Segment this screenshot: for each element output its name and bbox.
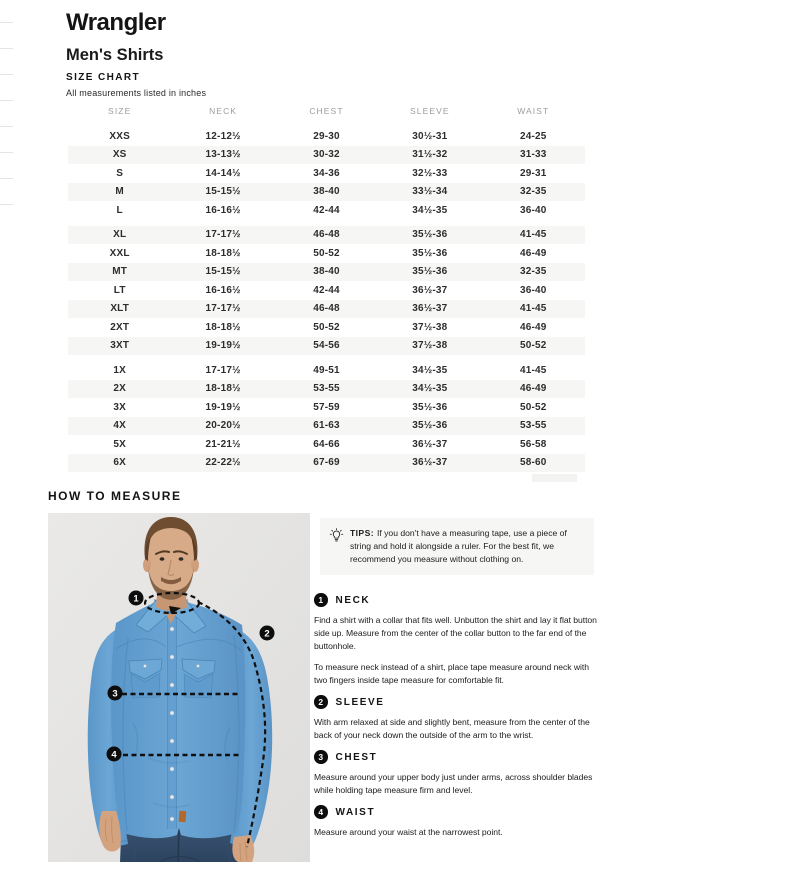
step-number-badge: 1 [314, 593, 328, 607]
edge-tick [0, 204, 13, 205]
cell-size: S [116, 167, 124, 179]
right-hand [232, 835, 254, 862]
size-chart-row [68, 263, 585, 282]
cell-sleeve: 32½-33 [412, 167, 448, 179]
size-chart-row [68, 361, 585, 380]
cell-sleeve: 33½-34 [412, 186, 448, 198]
cell-neck: 16-16½ [205, 284, 241, 296]
svg-text:4: 4 [111, 749, 117, 761]
size-chart-row [68, 380, 585, 399]
measure-steps [314, 593, 604, 847]
brand-logo: Wrangler [66, 9, 166, 36]
cell-waist: 56-58 [519, 438, 547, 450]
cell-chest: 49-51 [313, 364, 340, 376]
cell-neck: 19-19½ [205, 401, 241, 413]
edge-tick [0, 178, 13, 179]
tips-box [320, 518, 594, 575]
size-chart-row [68, 318, 585, 337]
cell-neck: 16-16½ [205, 204, 241, 216]
cell-waist: 46-49 [519, 247, 547, 259]
size-chart-row [68, 201, 585, 220]
lightbulb-icon [329, 528, 344, 543]
tips-text: TIPS: If you don't have a measuring tape, use a piece of string and hold it alongside a ruler. For the best fit, we recommend you measure without clothing on. [350, 528, 567, 564]
step-heading [314, 805, 604, 819]
cell-sleeve: 37½-38 [412, 340, 448, 352]
cell-size: XXL [109, 247, 130, 259]
step-paragraph: Find a shirt with a collar that fits well. Unbutton the shirt and lay it flat button side up. Measure from the center of the collar button to the far end of the buttonhole. [314, 615, 597, 651]
cell-neck: 20-20½ [205, 420, 241, 432]
cell-sleeve: 36½-37 [412, 438, 448, 450]
cell-size: XS [112, 149, 127, 161]
cell-size: 2XT [110, 321, 130, 333]
cell-size: 4X [113, 420, 127, 432]
cell-waist: 32-35 [519, 266, 547, 278]
cell-waist: 41-45 [519, 229, 547, 241]
step-chest [314, 750, 604, 797]
cell-neck: 18-18½ [205, 321, 241, 333]
cell-size: 3X [113, 401, 127, 413]
figure-marker-1 [129, 591, 144, 606]
cell-sleeve: 36½-37 [412, 303, 448, 315]
step-heading [314, 695, 604, 709]
size-chart-body [68, 127, 585, 472]
step-paragraph: With arm relaxed at side and slightly bent, measure from the center of the back of your neck down the outside of the arm to the wrist. [314, 717, 590, 740]
cell-waist: 36-40 [519, 284, 547, 296]
cell-neck: 21-21½ [205, 438, 241, 450]
cell-size: L [116, 204, 123, 216]
step-paragraph: To measure neck instead of a shirt, place tape measure around neck with two fingers inside tape measure for comfortable fit. [314, 662, 589, 685]
cell-chest: 53-55 [313, 383, 340, 395]
step-title: WAIST [335, 806, 376, 818]
cell-sleeve: 34½-35 [412, 204, 448, 216]
table-scroll-fragment [532, 474, 577, 482]
cell-chest: 46-48 [313, 303, 340, 315]
cell-sleeve: 35½-36 [412, 229, 448, 241]
cell-size: XL [113, 229, 127, 241]
svg-text:2: 2 [264, 628, 270, 640]
step-sleeve [314, 695, 604, 742]
cell-sleeve: 36½-37 [412, 457, 448, 469]
step-paragraph: Measure around your upper body just under arms, across shoulder blades while holding tape measure firm and level. [314, 772, 593, 795]
size-chart-row [68, 398, 585, 417]
cell-size: XXS [109, 130, 130, 142]
edge-tick [0, 126, 13, 127]
cell-neck: 18-18½ [205, 383, 241, 395]
size-chart-row [68, 454, 585, 473]
cell-neck: 19-19½ [205, 340, 241, 352]
cell-chest: 34-36 [313, 167, 340, 179]
hem-tag [179, 811, 187, 822]
size-chart-row [68, 337, 585, 356]
cell-neck: 13-13½ [205, 149, 241, 161]
size-chart-header-row [68, 106, 585, 116]
cell-size: XLT [110, 303, 130, 315]
cell-neck: 12-12½ [205, 130, 241, 142]
cell-sleeve: 37½-38 [412, 321, 448, 333]
cell-waist: 53-55 [519, 420, 547, 432]
figure-marker-2 [260, 626, 275, 641]
cell-waist: 58-60 [519, 457, 547, 469]
figure-marker-4 [107, 747, 122, 762]
edge-tick [0, 100, 13, 101]
cell-size: 6X [113, 457, 127, 469]
size-chart-table [68, 106, 585, 472]
cell-waist: 41-45 [519, 364, 547, 376]
cell-sleeve: 36½-37 [412, 284, 448, 296]
cell-chest: 54-56 [313, 340, 340, 352]
size-chart-row [68, 146, 585, 165]
size-chart-row [68, 164, 585, 183]
cell-waist: 50-52 [519, 340, 547, 352]
cell-size: 1X [113, 364, 127, 376]
cell-waist: 50-52 [519, 401, 547, 413]
step-paragraph: Measure around your waist at the narrowest point. [314, 827, 503, 837]
cell-neck: 17-17½ [205, 303, 241, 315]
size-chart-row [68, 417, 585, 436]
cell-waist: 31-33 [519, 149, 547, 161]
cell-waist: 29-31 [519, 167, 547, 179]
step-neck [314, 593, 604, 687]
cell-waist: 41-45 [519, 303, 547, 315]
size-chart-row [68, 244, 585, 263]
cell-neck: 18-18½ [205, 247, 241, 259]
cell-sleeve: 35½-36 [412, 266, 448, 278]
cell-waist: 24-25 [519, 130, 547, 142]
cell-neck: 17-17½ [205, 364, 241, 376]
size-chart-row [68, 435, 585, 454]
step-waist [314, 805, 604, 839]
svg-text:3: 3 [112, 688, 118, 700]
cell-size: 2X [113, 383, 127, 395]
cell-sleeve: 35½-36 [412, 247, 448, 259]
column-header-sleeve: SLEEVE [410, 106, 450, 116]
how-to-measure-heading: HOW TO MEASURE [48, 489, 182, 503]
cell-chest: 50-52 [313, 247, 340, 259]
edge-tick [0, 22, 13, 23]
step-number-badge: 4 [314, 805, 328, 819]
cell-size: 3XT [110, 340, 130, 352]
column-header-neck: NECK [209, 106, 238, 116]
cell-waist: 46-49 [519, 321, 547, 333]
size-chart-row [68, 300, 585, 319]
cell-chest: 38-40 [313, 266, 340, 278]
units-note: All measurements listed in inches [66, 88, 207, 98]
cell-sleeve: 34½-35 [412, 364, 448, 376]
cell-chest: 46-48 [313, 229, 340, 241]
size-chart-row [68, 183, 585, 202]
size-chart-label: SIZE CHART [66, 72, 140, 83]
cell-size: LT [113, 284, 126, 296]
size-chart-row [68, 226, 585, 245]
cell-chest: 30-32 [313, 149, 340, 161]
figure-marker-3 [108, 686, 123, 701]
cell-neck: 14-14½ [205, 167, 241, 179]
cell-chest: 38-40 [313, 186, 340, 198]
tips-label: TIPS: [350, 528, 374, 538]
step-title: SLEEVE [335, 696, 385, 708]
measure-figure-illustration [48, 513, 310, 862]
page-title: Men's Shirts [66, 46, 164, 64]
cell-chest: 42-44 [313, 284, 340, 296]
cell-sleeve: 31½-32 [412, 149, 448, 161]
cell-neck: 22-22½ [205, 457, 241, 469]
column-header-waist: WAIST [517, 106, 550, 116]
cell-waist: 32-35 [519, 186, 547, 198]
svg-text:1: 1 [133, 593, 139, 605]
step-number-badge: 2 [314, 695, 328, 709]
how-to-measure-figure [48, 513, 310, 862]
step-heading [314, 593, 604, 607]
cell-sleeve: 35½-36 [412, 401, 448, 413]
cell-neck: 15-15½ [205, 266, 241, 278]
size-chart-row [68, 127, 585, 146]
step-heading [314, 750, 604, 764]
cell-chest: 64-66 [313, 438, 340, 450]
cell-chest: 29-30 [313, 130, 340, 142]
cell-chest: 50-52 [313, 321, 340, 333]
cell-sleeve: 30½-31 [412, 130, 448, 142]
cell-size: 5X [113, 438, 127, 450]
cell-waist: 36-40 [519, 204, 547, 216]
step-title: CHEST [335, 751, 378, 763]
edge-tick [0, 48, 13, 49]
edge-tick [0, 152, 13, 153]
cell-neck: 15-15½ [205, 186, 241, 198]
size-chart-row [68, 281, 585, 300]
cell-chest: 42-44 [313, 204, 340, 216]
step-number-badge: 3 [314, 750, 328, 764]
cell-size: MT [112, 266, 128, 278]
edge-tick [0, 74, 13, 75]
column-header-chest: CHEST [309, 106, 344, 116]
cell-neck: 17-17½ [205, 229, 241, 241]
cell-chest: 57-59 [313, 401, 340, 413]
step-title: NECK [335, 594, 371, 606]
cell-chest: 61-63 [313, 420, 340, 432]
cell-sleeve: 35½-36 [412, 420, 448, 432]
cell-size: M [115, 186, 124, 198]
cell-chest: 67-69 [313, 457, 340, 469]
cell-waist: 46-49 [519, 383, 547, 395]
cell-sleeve: 34½-35 [412, 383, 448, 395]
column-header-size: SIZE [108, 106, 132, 116]
